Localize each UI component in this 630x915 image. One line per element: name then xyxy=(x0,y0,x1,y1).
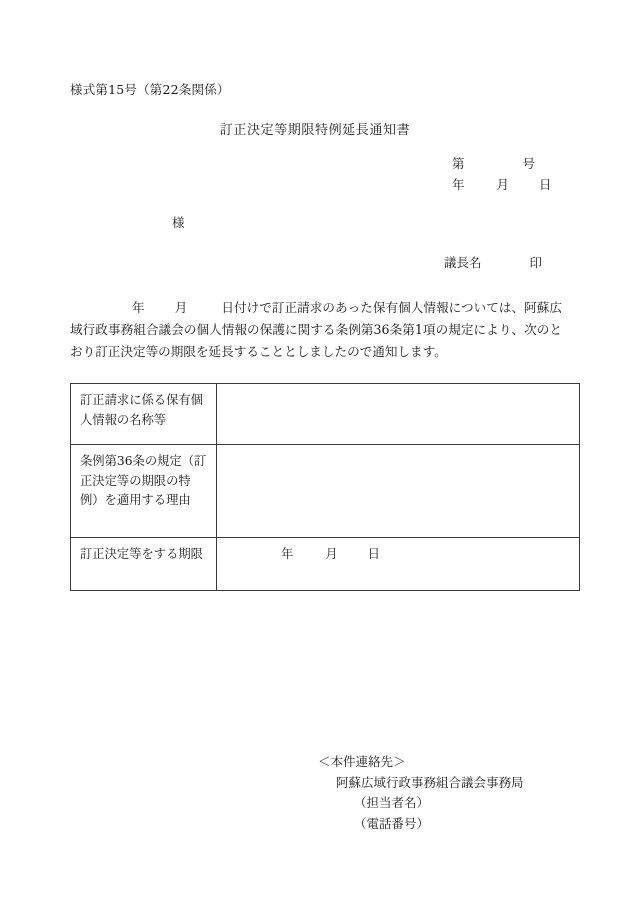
row-label-extension-reason: 条例第36条の規定（訂正決定等の期限の特例）を適用する理由 xyxy=(71,445,217,538)
document-date-month: 月 xyxy=(496,177,510,192)
row-value-target-information[interactable] xyxy=(217,384,580,445)
signer-title: 議長名 xyxy=(444,255,482,270)
row-value-extension-reason[interactable] xyxy=(217,445,580,538)
form-number: 様式第15号（第22条関係） xyxy=(70,82,230,97)
deadline-month-label: 月 xyxy=(325,547,338,561)
table-row xyxy=(71,538,580,591)
table-row xyxy=(71,445,580,538)
contact-phone: （電話番号） xyxy=(354,815,430,831)
row-label-target-information: 訂正請求に係る保有個人情報の名称等 xyxy=(71,384,217,445)
table-row xyxy=(71,384,580,445)
body-month-label: 月 xyxy=(174,300,188,315)
addressee-honorific: 様 xyxy=(172,215,185,230)
body-main-text: 日付けで訂正請求のあった保有個人情報については、阿蘇広域行政事務組合議会の個人情報の保護に関する条例第36条第1項の規定により、次のとおり訂正決定等の期限を延長することとしましたので通知します。 xyxy=(70,300,563,359)
document-date-line xyxy=(452,174,552,195)
contact-person: （担当者名） xyxy=(354,795,430,810)
deadline-day-label: 日 xyxy=(367,547,380,561)
body-year-label: 年 xyxy=(132,300,145,315)
document-number-suffix: 号 xyxy=(522,156,536,171)
seal-mark: 印 xyxy=(529,255,543,270)
deadline-date-slots xyxy=(226,545,571,565)
document-title: 訂正決定等期限特例延長通知書 xyxy=(219,123,411,138)
document-date-year: 年 xyxy=(452,177,465,192)
deadline-year-label: 年 xyxy=(281,547,294,561)
contact-office: 阿蘇広域行政事務組合議会事務局 xyxy=(336,774,524,790)
contact-heading: ＜本件連絡先＞ xyxy=(318,754,406,769)
row-value-decision-deadline[interactable] xyxy=(217,538,580,591)
body-paragraph xyxy=(70,297,562,363)
contact-block xyxy=(318,752,524,834)
document-number-line xyxy=(452,153,552,174)
document-meta-block xyxy=(452,153,552,195)
signer-block xyxy=(444,253,542,271)
document-date-day: 日 xyxy=(539,177,552,192)
notification-table xyxy=(70,383,580,591)
document-number-prefix: 第 xyxy=(452,156,465,171)
row-label-decision-deadline: 訂正決定等をする期限 xyxy=(71,538,217,591)
